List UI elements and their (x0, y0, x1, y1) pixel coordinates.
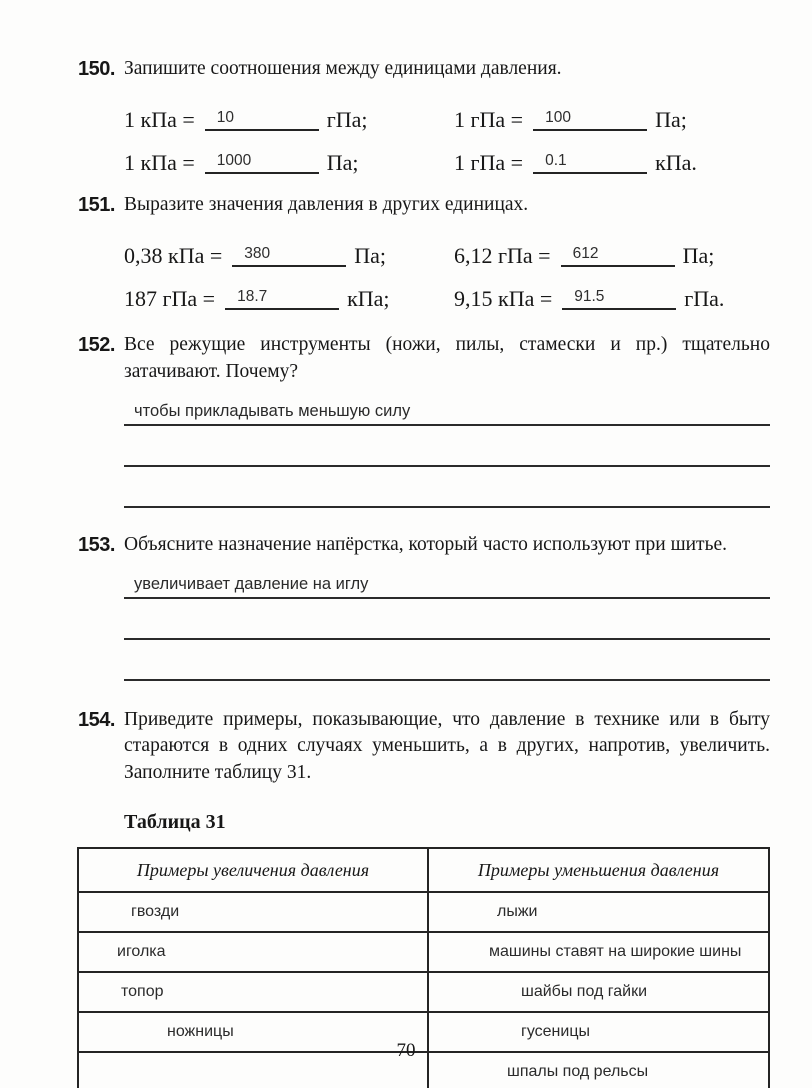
exercise-number: 152. (78, 333, 115, 356)
equation (124, 95, 454, 133)
exercise-title: Выразите значения давления в других единицах. (124, 193, 529, 215)
table-header-row (78, 848, 769, 892)
exercise-154 (78, 707, 770, 1088)
exercise-150 (78, 56, 770, 176)
table-cell: шайбы под гайки (428, 972, 769, 1012)
exercise-154-heading (78, 707, 770, 788)
equation (124, 274, 454, 312)
exercise-152-heading (78, 332, 770, 386)
equation-lhs: 187 гПа = (124, 285, 216, 311)
equation-unit: кПа. (655, 149, 697, 175)
table-row (78, 932, 769, 972)
answer-value: 100 (545, 108, 571, 126)
written-answer-line (124, 394, 770, 426)
equation-unit: гПа; (326, 106, 368, 132)
ruled-line (124, 426, 770, 467)
table-row (78, 972, 769, 1012)
exercise-151-heading (78, 192, 770, 219)
answer-value: 380 (244, 244, 271, 262)
exercise-title: Приведите примеры, показывающие, что давление в технике или в быту стараются в одних случаях уменьшить, а в других, напротив, увеличить. Заполните таблицу 31. (124, 708, 770, 784)
exercise-number: 151. (78, 193, 115, 216)
table-cell: топор (78, 972, 428, 1012)
table-cell: шпалы под рельсы (428, 1052, 769, 1088)
equation-lhs: 1 гПа = (454, 149, 524, 175)
exercise-number: 154. (78, 708, 115, 731)
table-cell: гусеницы (428, 1012, 769, 1052)
answer-value: 10 (216, 108, 234, 126)
answer-value: 0.1 (545, 151, 567, 169)
equation (124, 138, 454, 176)
equation-unit: Па; (326, 149, 359, 175)
equation-unit: Па; (354, 242, 387, 268)
answer-blank (205, 99, 319, 131)
exercise-number: 150. (78, 58, 115, 80)
exercise-title: Все режущие инструменты (ножи, пилы, стамески и пр.) тщательно затачивают. Почему? (124, 333, 770, 382)
table-header-increase: Примеры увеличения давления (78, 848, 428, 892)
table-caption: Таблица 31 (124, 811, 226, 834)
written-answer: увеличивает давление на иглу (134, 574, 369, 593)
exercise-153 (78, 532, 770, 681)
equation (454, 95, 770, 133)
exercise-number: 153. (78, 533, 115, 556)
ruled-line (124, 599, 770, 640)
equation-unit: Па; (682, 242, 715, 268)
written-answer-line (124, 567, 770, 599)
equation-unit: гПа. (684, 285, 725, 311)
equation-unit: кПа; (347, 285, 390, 311)
equation-lhs: 6,12 гПа = (454, 242, 551, 268)
equation-grid (124, 95, 770, 176)
equation (454, 231, 770, 269)
exercise-152 (78, 332, 770, 508)
answer-blank (561, 235, 675, 267)
exercise-title: Объясните назначение напёрстка, который часто используют при шитье. (124, 533, 727, 555)
answer-value: 1000 (216, 151, 252, 169)
exercise-153-heading (78, 532, 770, 559)
answer-block (124, 567, 770, 681)
table-cell: гвозди (78, 892, 428, 932)
table-cell: лыжи (428, 892, 769, 932)
equation-lhs: 9,15 кПа = (454, 285, 553, 311)
page-number: 70 (396, 1040, 416, 1061)
answer-blank (562, 278, 676, 310)
equation-lhs: 0,38 кПа = (124, 242, 223, 268)
table-header-decrease: Примеры уменьшения давления (428, 848, 769, 892)
ruled-line (124, 640, 770, 681)
table-cell: ножницы (78, 1012, 428, 1052)
answer-block (124, 394, 770, 508)
table-cell: иголка (78, 932, 428, 972)
ruled-line (124, 467, 770, 508)
answer-blank (232, 235, 346, 267)
exercise-title: Запишите соотношения между единицами давления. (124, 58, 562, 79)
answer-value: 91.5 (574, 287, 605, 305)
answer-blank (225, 278, 339, 310)
exercise-151 (78, 192, 770, 312)
table-cell: машины ставят на широкие шины (428, 932, 769, 972)
equation-lhs: 1 кПа = (124, 149, 195, 175)
equation-grid (124, 231, 770, 312)
written-answer: чтобы прикладывать меньшую силу (134, 401, 411, 420)
exercise-150-heading (78, 56, 770, 83)
table-row (78, 892, 769, 932)
answer-blank (205, 142, 319, 174)
answer-value: 18.7 (237, 287, 268, 305)
equation-unit: Па; (655, 106, 687, 132)
equation (454, 274, 770, 312)
answer-blank (533, 99, 647, 131)
equation-lhs: 1 кПа = (124, 106, 195, 132)
equation (454, 138, 770, 176)
equation-lhs: 1 гПа = (454, 106, 524, 132)
answer-value: 612 (572, 244, 599, 262)
answer-blank (533, 142, 647, 174)
equation (124, 231, 454, 269)
